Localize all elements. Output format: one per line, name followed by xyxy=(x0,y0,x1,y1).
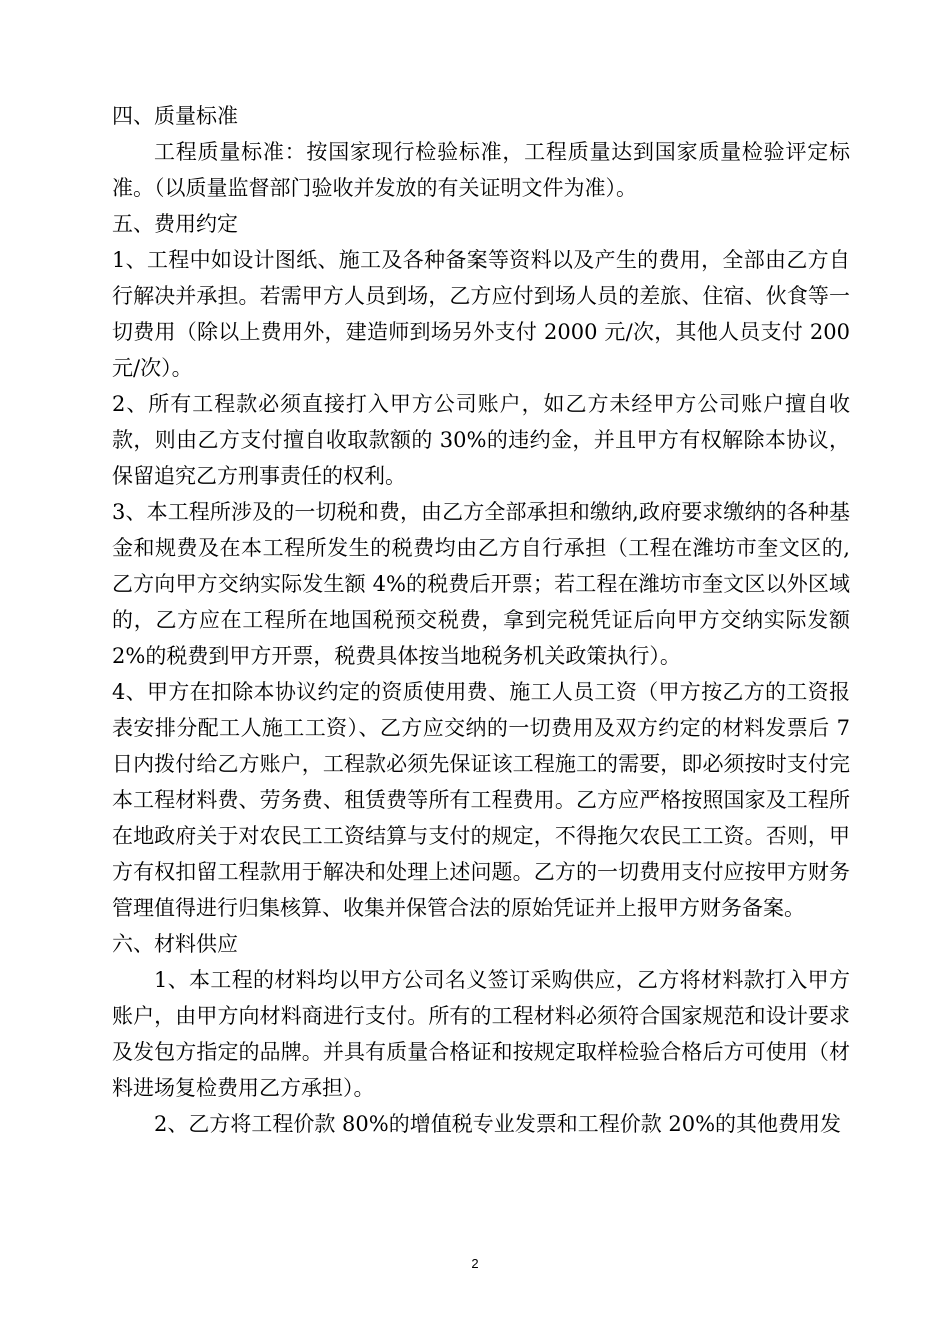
paragraph-material-1: 1、本工程的材料均以甲方公司名义签订采购供应，乙方将材料款打入甲方账户，由甲方向材料商进行支付。所有的工程材料必须符合国家规范和设计要求及发包方指定的品牌。并具有质量合格证和按规定取样检验合格后方可使用（材料进场复检费用乙方承担）。 xyxy=(112,968,850,1100)
document-body xyxy=(112,98,850,1142)
paragraph-fee-3: 3、本工程所涉及的一切税和费，由乙方全部承担和缴纳,政府要求缴纳的各种基金和规费及在本工程所发生的税费均由乙方自行承担（工程在潍坊市奎文区的,乙方向甲方交纳实际发生额 4%的税费后开票；若工程在潍坊市奎文区以外区域的，乙方应在工程所在地国税预交税费，拿到完税凭证后向甲方交纳实际发额 2%的税费到甲方开票，税费具体按当地税务机关政策执行）。 xyxy=(112,500,850,668)
paragraph-quality-standard: 工程质量标准：按国家现行检验标准，工程质量达到国家质量检验评定标准。（以质量监督部门验收并发放的有关证明文件为准）。 xyxy=(112,140,850,200)
paragraph-material-2: 2、乙方将工程价款 80%的增值税专业发票和工程价款 20%的其他费用发 xyxy=(154,1112,842,1136)
paragraph-fee-2: 2、所有工程款必须直接打入甲方公司账户，如乙方未经甲方公司账户擅自收款，则由乙方支付擅自收取款额的 30%的违约金，并且甲方有权解除本协议，保留追究乙方刑事责任的权利。 xyxy=(112,392,850,488)
page-number: 2 xyxy=(471,1256,479,1271)
paragraph-fee-1: 1、工程中如设计图纸、施工及各种备案等资料以及产生的费用，全部由乙方自行解决并承担。若需甲方人员到场，乙方应付到场人员的差旅、住宿、伙食等一切费用（除以上费用外，建造师到场另外支付 2000 元/次，其他人员支付 200 元/次）。 xyxy=(112,248,850,380)
paragraph-fee-4: 4、甲方在扣除本协议约定的资质使用费、施工人员工资（甲方按乙方的工资报表安排分配工人施工工资）、乙方应交纳的一切费用及双方约定的材料发票后 7 日内拨付给乙方账户，工程款必须先保证该工程施工的需要，即必须按时支付完本工程材料费、劳务费、租赁费等所有工程费用。乙方应严格按照国家及工程所在地政府关于对农民工工资结算与支付的规定，不得拖欠农民工工资。否则，甲方有权扣留工程款用于解决和处理上述问题。乙方的一切费用支付应按甲方财务管理值得进行归集核算、收集并保管合法的原始凭证并上报甲方财务备案。 xyxy=(112,680,850,920)
section-heading-quality: 四、质量标准 xyxy=(112,104,238,128)
section-heading-fees: 五、费用约定 xyxy=(112,212,238,236)
section-heading-materials: 六、材料供应 xyxy=(112,932,238,956)
